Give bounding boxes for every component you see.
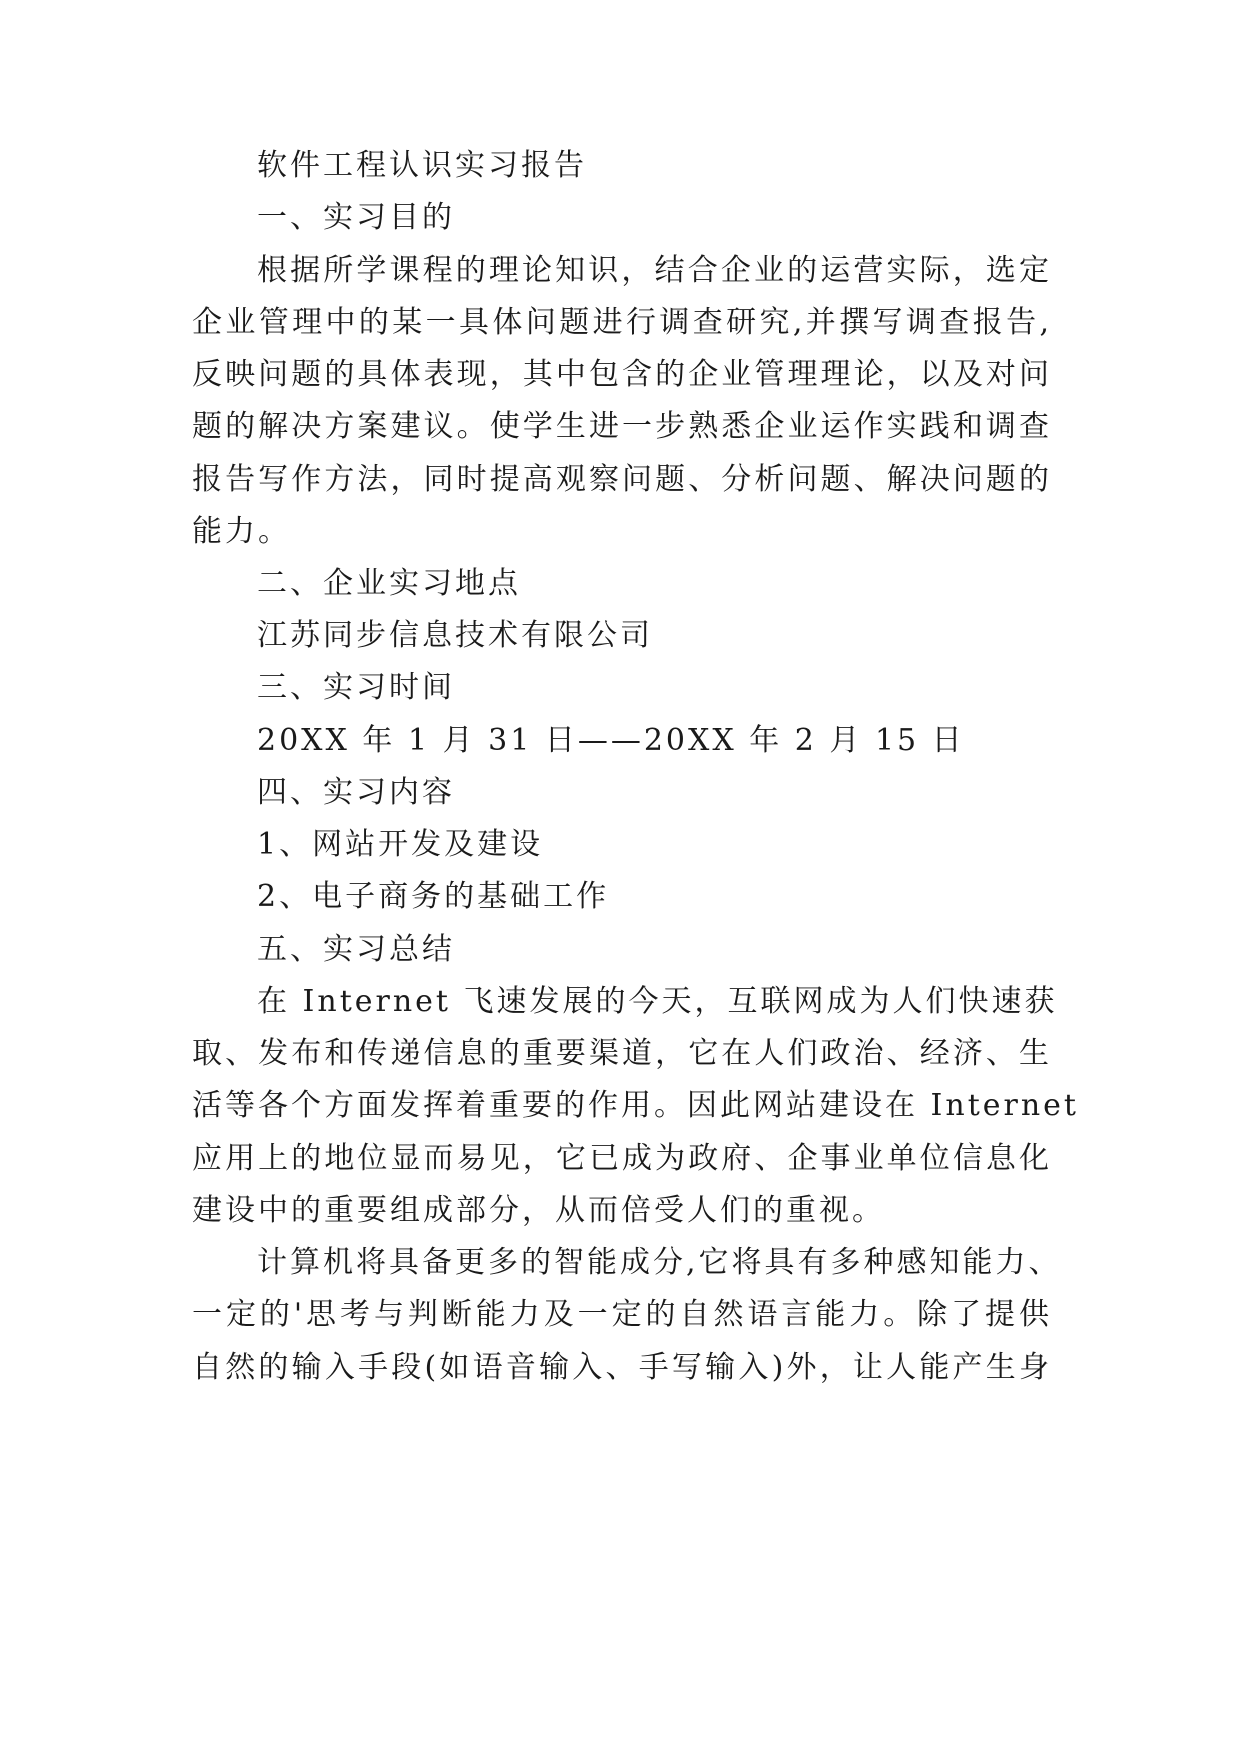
purpose-line-5: 报告写作方法，同时提高观察问题、分析问题、解决问题的 (192, 462, 1052, 497)
location-text: 江苏同步信息技术有限公司 (257, 618, 653, 653)
heading-location: 二、企业实习地点 (257, 566, 521, 601)
summary-p1-line-3: 活等各个方面发挥着重要的作用。因此网站建设在 Internet (192, 1088, 1079, 1123)
summary-p2-line-2: 一定的'思考与判断能力及一定的自然语言能力。除了提供 (192, 1297, 1052, 1332)
document-title: 软件工程认识实习报告 (257, 148, 587, 183)
purpose-line-1: 根据所学课程的理论知识，结合企业的运营实际，选定 (257, 253, 1052, 288)
summary-p2-line-1: 计算机将具备更多的智能成分,它将具有多种感知能力、 (257, 1245, 1062, 1280)
heading-purpose: 一、实习目的 (257, 200, 455, 235)
summary-p2-line-3: 自然的输入手段(如语音输入、手写输入)外，让人能产生身 (192, 1350, 1052, 1385)
purpose-line-3: 反映问题的具体表现，其中包含的企业管理理论，以及对问 (192, 357, 1052, 392)
summary-p1-line-5: 建设中的重要组成部分，从而倍受人们的重视。 (192, 1193, 885, 1228)
summary-p1-line-4: 应用上的地位显而易见，它已成为政府、企事业单位信息化 (192, 1141, 1052, 1176)
heading-content: 四、实习内容 (257, 775, 455, 810)
purpose-line-6: 能力。 (192, 514, 291, 549)
summary-p1-line-2: 取、发布和传递信息的重要渠道，它在人们政治、经济、生 (192, 1036, 1052, 1071)
purpose-line-4: 题的解决方案建议。使学生进一步熟悉企业运作实践和调查 (192, 409, 1052, 444)
period-text: 20XX 年 1 月 31 日——20XX 年 2 月 15 日 (257, 723, 965, 758)
heading-summary: 五、实习总结 (257, 932, 455, 967)
heading-period: 三、实习时间 (257, 670, 455, 705)
purpose-line-2: 企业管理中的某一具体问题进行调查研究,并撰写调查报告, (192, 305, 1052, 340)
content-item-1: 1、网站开发及建设 (257, 827, 544, 862)
summary-p1-line-1: 在 Internet 飞速发展的今天，互联网成为人们快速获 (257, 984, 1058, 1019)
content-item-2: 2、电子商务的基础工作 (257, 879, 610, 914)
